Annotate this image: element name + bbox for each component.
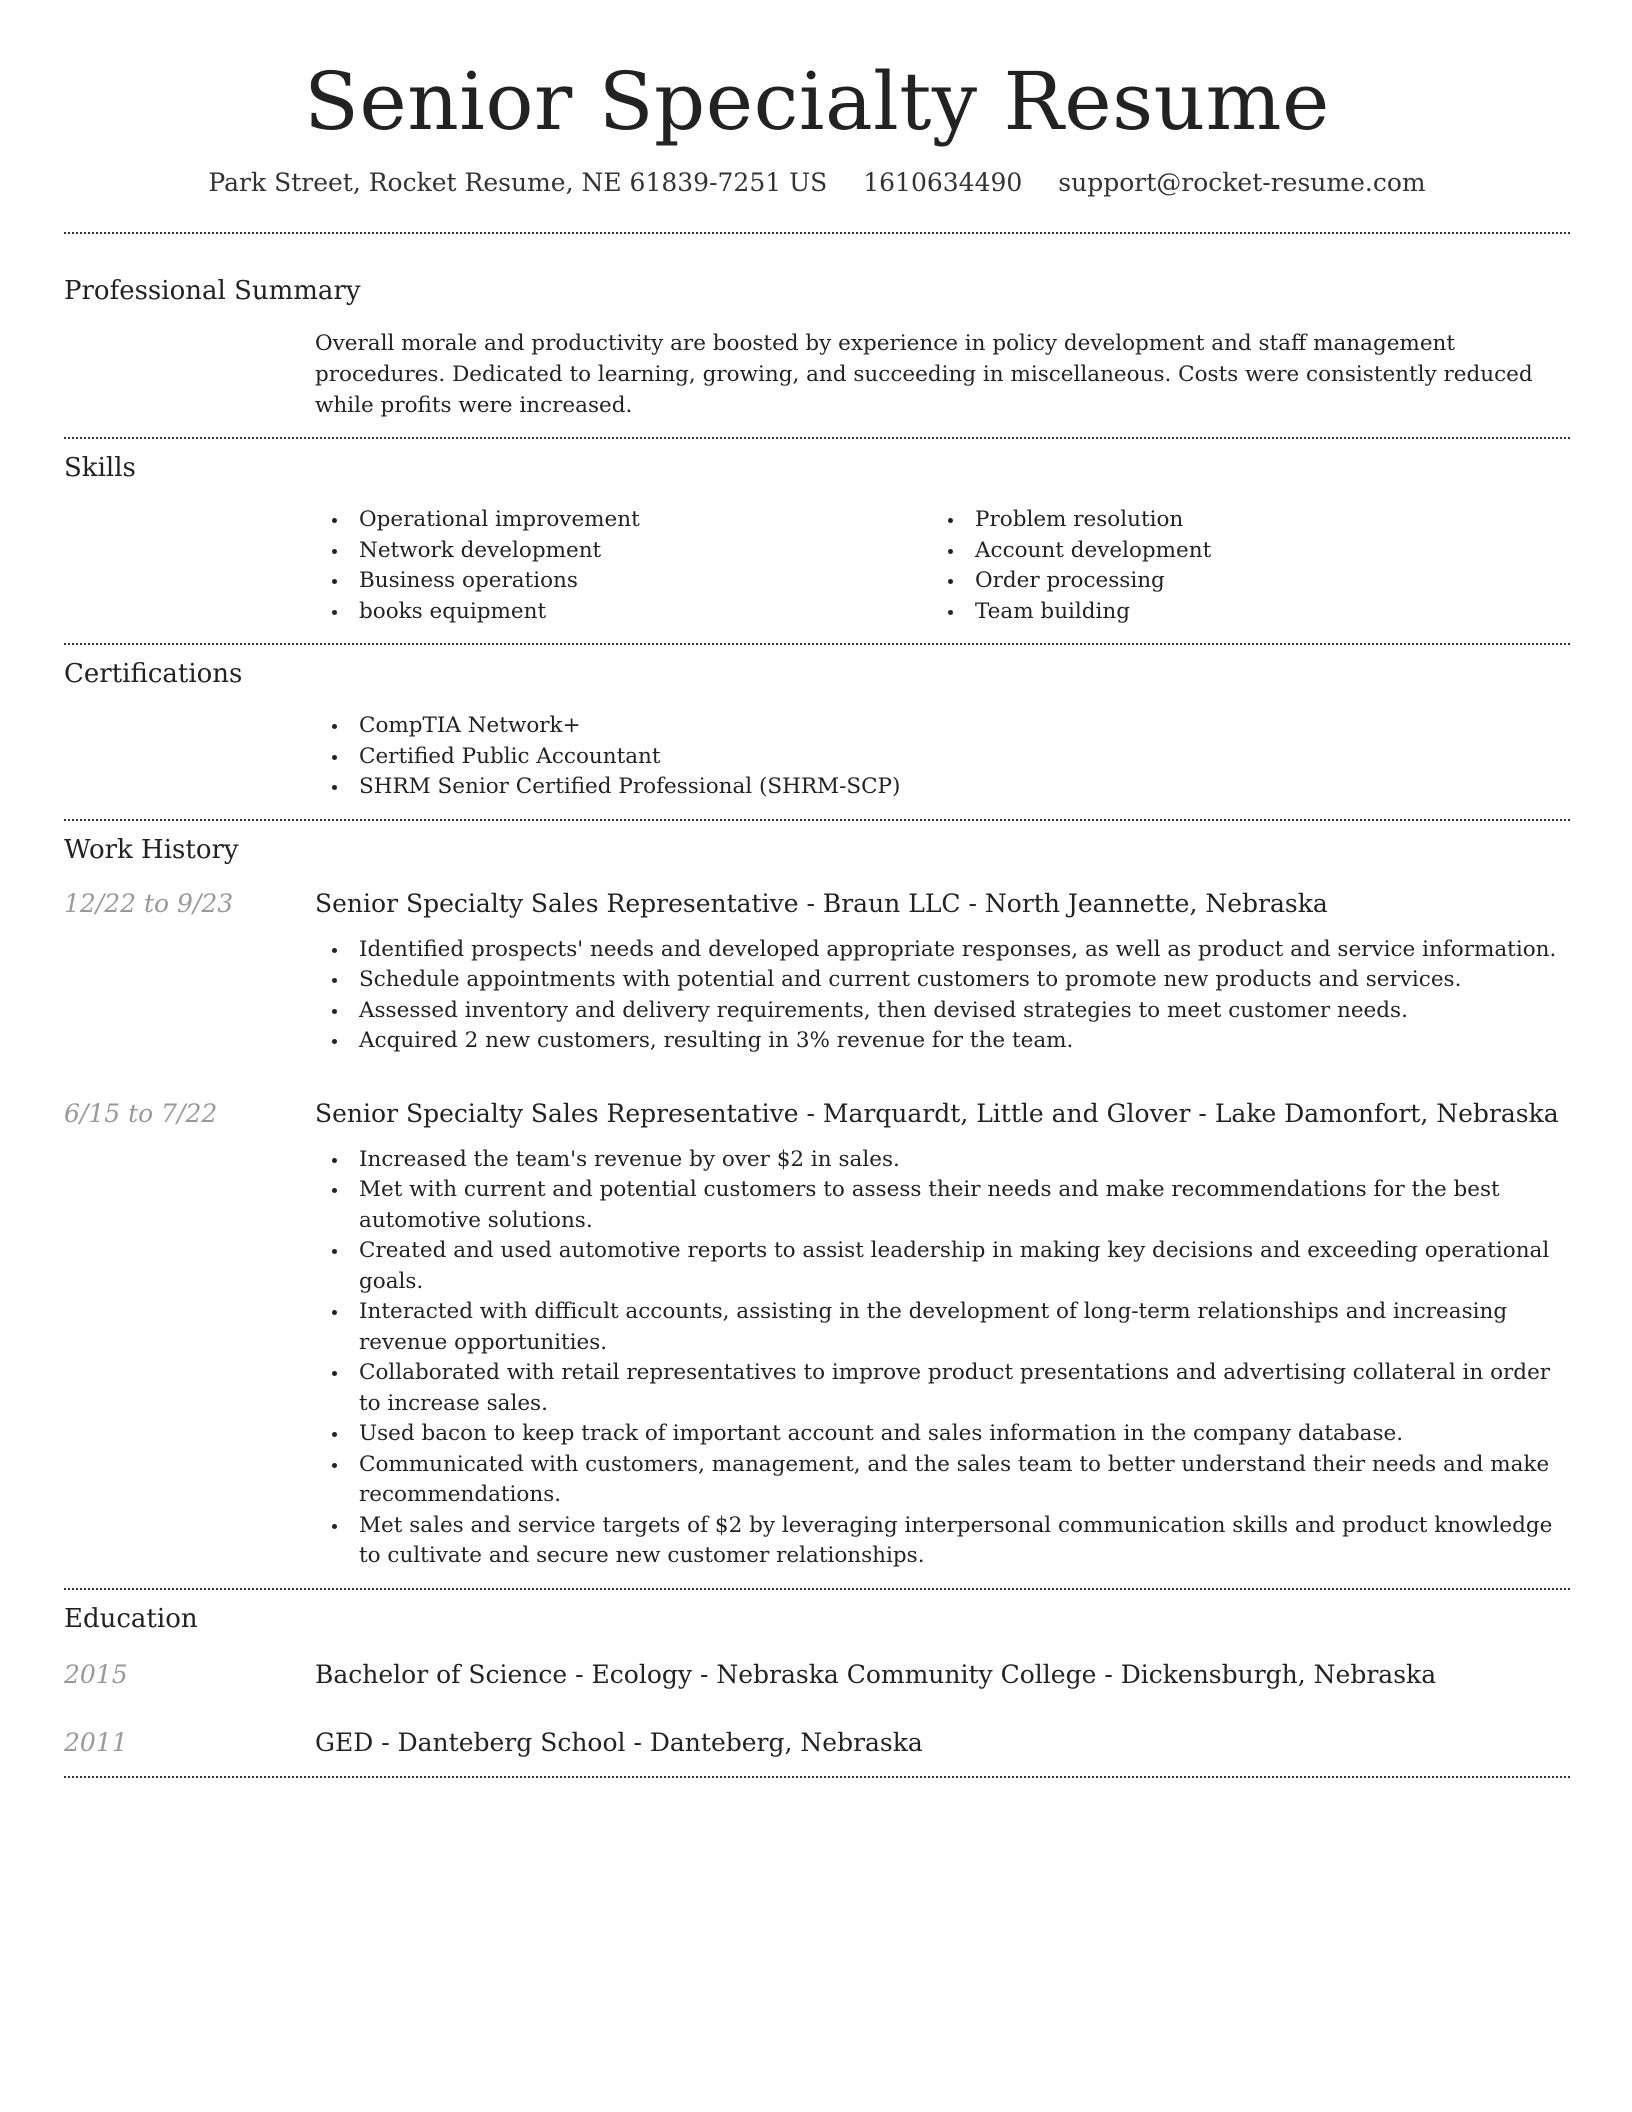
skill-item: Operational improvement xyxy=(315,505,931,536)
job-bullet: Schedule appointments with potential and current customers to promote new products and services. xyxy=(315,965,1570,996)
resume-page xyxy=(64,0,1570,1778)
summary-title: Professional Summary xyxy=(64,276,361,306)
job-bullets xyxy=(315,935,1570,1057)
education-entry xyxy=(64,1658,1570,1692)
education-text: Bachelor of Science - Ecology - Nebraska Community College - Dickensburgh, Nebraska xyxy=(315,1659,1437,1689)
skill-item: Network development xyxy=(315,536,931,567)
contact-email: support@rocket-resume.com xyxy=(1058,168,1426,197)
skill-item: books equipment xyxy=(315,597,931,628)
contact-phone: 1610634490 xyxy=(863,168,1023,197)
skills-list-right xyxy=(931,505,1547,627)
job-bullet: Communicated with customers, management, and the sales team to better understand their needs and make recommendations. xyxy=(315,1450,1570,1511)
skills-list-left xyxy=(315,505,931,627)
job-bullet: Acquired 2 new customers, resulting in 3% revenue for the team. xyxy=(315,1026,1570,1057)
education-section xyxy=(64,1590,1570,1760)
skill-item: Problem resolution xyxy=(931,505,1547,536)
education-text: GED - Danteberg School - Danteberg, Nebraska xyxy=(315,1727,923,1757)
job-dates: 6/15 to 7/22 xyxy=(64,1098,218,1128)
certifications-section xyxy=(64,645,1570,803)
skill-item: Team building xyxy=(931,597,1547,628)
skill-item: Business operations xyxy=(315,566,931,597)
certifications-title: Certifications xyxy=(64,659,243,689)
summary-text: Overall morale and productivity are boosted by experience in policy development and staff management procedures. Dedicated to learning, growing, and succeeding in miscellaneous. Costs were consistently reduced while profits were increased. xyxy=(315,331,1533,418)
certifications-list xyxy=(315,711,1570,803)
resume-name: Senior Specialty Resume xyxy=(304,55,1330,148)
job-bullet: Met with current and potential customers to assess their needs and make recommendations for the best automotive solutions. xyxy=(315,1175,1570,1236)
education-entry xyxy=(64,1726,1570,1760)
certification-item: SHRM Senior Certified Professional (SHRM-SCP) xyxy=(315,772,1570,803)
education-title: Education xyxy=(64,1603,198,1634)
job-bullet: Increased the team's revenue by over $2 in sales. xyxy=(315,1145,1570,1176)
skills-grid xyxy=(315,505,1570,627)
education-year: 2015 xyxy=(64,1659,128,1689)
skills-title: Skills xyxy=(64,453,136,483)
skill-item: Account development xyxy=(931,536,1547,567)
job-title: Senior Specialty Sales Representative - Marquardt, Little and Glover - Lake Damonfort, Nebraska xyxy=(315,1098,1559,1128)
job-bullet: Used bacon to keep track of important account and sales information in the company database. xyxy=(315,1419,1570,1450)
job-bullet: Collaborated with retail representatives to improve product presentations and advertising collateral in order to increase sales. xyxy=(315,1358,1570,1419)
job-entry xyxy=(64,887,1570,1057)
skills-section xyxy=(64,439,1570,627)
resume-header xyxy=(64,0,1570,200)
work-title: Work History xyxy=(64,834,239,865)
contact-line xyxy=(64,166,1570,200)
summary-section xyxy=(64,234,1570,421)
job-header xyxy=(64,1097,1570,1131)
certification-item: Certified Public Accountant xyxy=(315,742,1570,773)
job-bullet: Interacted with difficult accounts, assisting in the development of long-term relationships and increasing revenue opportunities. xyxy=(315,1297,1570,1358)
job-entry xyxy=(64,1097,1570,1572)
skill-item: Order processing xyxy=(931,566,1547,597)
job-bullet: Created and used automotive reports to assist leadership in making key decisions and exceeding operational goals. xyxy=(315,1236,1570,1297)
job-bullet: Assessed inventory and delivery requirements, then devised strategies to meet customer needs. xyxy=(315,996,1570,1027)
job-header xyxy=(64,887,1570,921)
divider xyxy=(64,1776,1570,1778)
job-bullet: Met sales and service targets of $2 by leveraging interpersonal communication skills and product knowledge to cultivate and secure new customer relationships. xyxy=(315,1511,1570,1572)
education-year: 2011 xyxy=(64,1727,128,1757)
work-section xyxy=(64,821,1570,1572)
job-title: Senior Specialty Sales Representative - Braun LLC - North Jeannette, Nebraska xyxy=(315,888,1328,918)
contact-address: Park Street, Rocket Resume, NE 61839-7251 US xyxy=(208,168,828,197)
job-dates: 12/22 to 9/23 xyxy=(64,888,234,918)
certification-item: CompTIA Network+ xyxy=(315,711,1570,742)
job-bullets xyxy=(315,1145,1570,1572)
job-bullet: Identified prospects' needs and developed appropriate responses, as well as product and service information. xyxy=(315,935,1570,966)
